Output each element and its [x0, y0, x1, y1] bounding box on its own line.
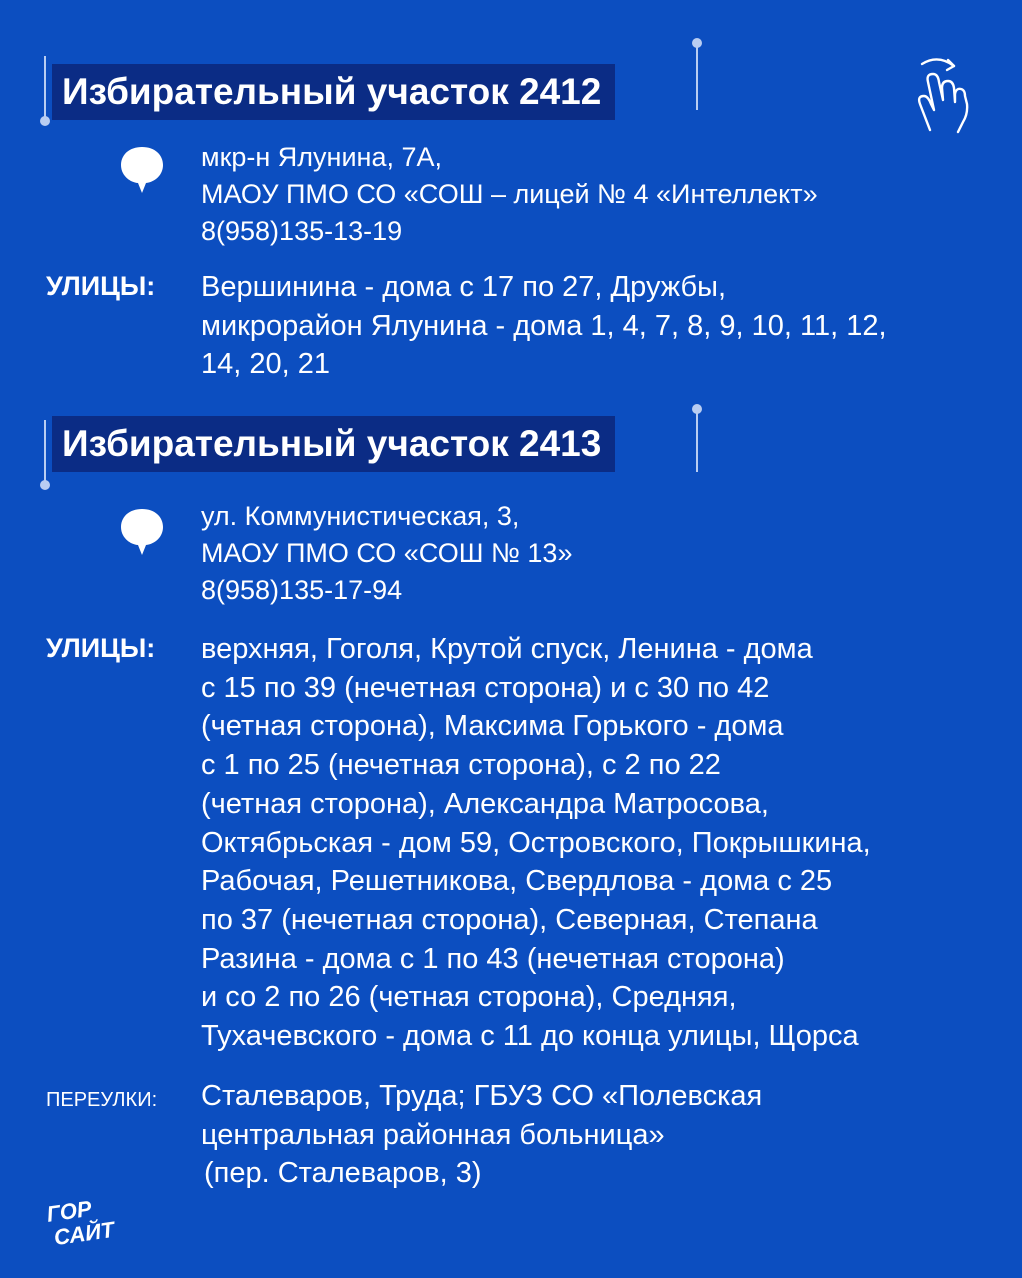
lanes-line: (пер. Сталеваров, 3): [204, 1157, 482, 1190]
decor-line: [44, 56, 46, 118]
address-line: мкр-н Ялунина, 7А,: [201, 142, 442, 172]
address-line: ул. Коммунистическая, 3,: [201, 501, 520, 531]
streets-line: с 15 по 39 (нечетная сторона) и с 30 по 42: [201, 671, 770, 704]
phone-number: 8(958)135-13-19: [201, 216, 403, 246]
location-pin-icon: [120, 145, 164, 195]
lanes-line: Сталеваров, Труда; ГБУЗ СО «Полевская: [201, 1080, 763, 1112]
address-line: МАОУ ПМО СО «СОШ – лицей № 4 «Интеллект»: [201, 179, 818, 209]
streets-line: Вершинина - дома с 17 по 27, Дружбы,: [201, 271, 727, 303]
streets-line: (четная сторона), Максима Горького - дома: [201, 710, 784, 743]
streets-line: верхняя, Гоголя, Крутой спуск, Ленина - дома: [201, 633, 813, 665]
streets-list: [201, 630, 871, 1056]
streets-line: Октябрьская - дом 59, Островского, Покрышкина,: [201, 826, 871, 859]
decor-dot: [692, 38, 702, 48]
gorsait-logo: [44, 1190, 136, 1250]
decor-line: [696, 410, 698, 472]
logo-line1: ГОР: [45, 1195, 94, 1227]
location-pin-icon: [120, 507, 164, 557]
lanes-label: ПЕРЕУЛКИ:: [46, 1089, 158, 1111]
streets-line: и со 2 по 26 (четная сторона), Средняя,: [201, 981, 737, 1014]
precinct-title: Избирательный участок 2412: [52, 64, 615, 120]
precinct-title: Избирательный участок 2413: [52, 416, 615, 472]
lanes-line: центральная районная больница»: [201, 1118, 665, 1151]
lanes-list: [201, 1077, 762, 1193]
logo-line2: САЙТ: [52, 1216, 116, 1250]
streets-line: (четная сторона), Александра Матросова,: [201, 787, 769, 820]
precinct-address: [201, 139, 818, 250]
streets-label: УЛИЦЫ:: [46, 271, 156, 301]
streets-line: микрорайон Ялунина - дома 1, 4, 7, 8, 9, 10, 11, 12,: [201, 309, 887, 342]
streets-line: Тухачевского - дома с 11 до конца улицы, Щорса: [201, 1020, 859, 1053]
streets-list: [201, 268, 887, 384]
phone-number: 8(958)135-17-94: [201, 575, 403, 605]
streets-label: УЛИЦЫ:: [46, 633, 156, 663]
swipe-hand-icon: [908, 52, 974, 138]
decor-line: [696, 44, 698, 110]
streets-line: 14, 20, 21: [201, 348, 330, 381]
streets-line: с 1 по 25 (нечетная сторона), с 2 по 22: [201, 749, 721, 782]
decor-dot: [692, 404, 702, 414]
decor-line: [44, 420, 46, 482]
streets-line: по 37 (нечетная сторона), Северная, Степана: [201, 903, 818, 936]
address-line: МАОУ ПМО СО «СОШ № 13»: [201, 538, 573, 568]
streets-line: Рабочая, Решетникова, Свердлова - дома с 25: [201, 865, 833, 898]
precinct-address: [201, 498, 572, 609]
streets-line: Разина - дома с 1 по 43 (нечетная сторона): [201, 942, 785, 975]
